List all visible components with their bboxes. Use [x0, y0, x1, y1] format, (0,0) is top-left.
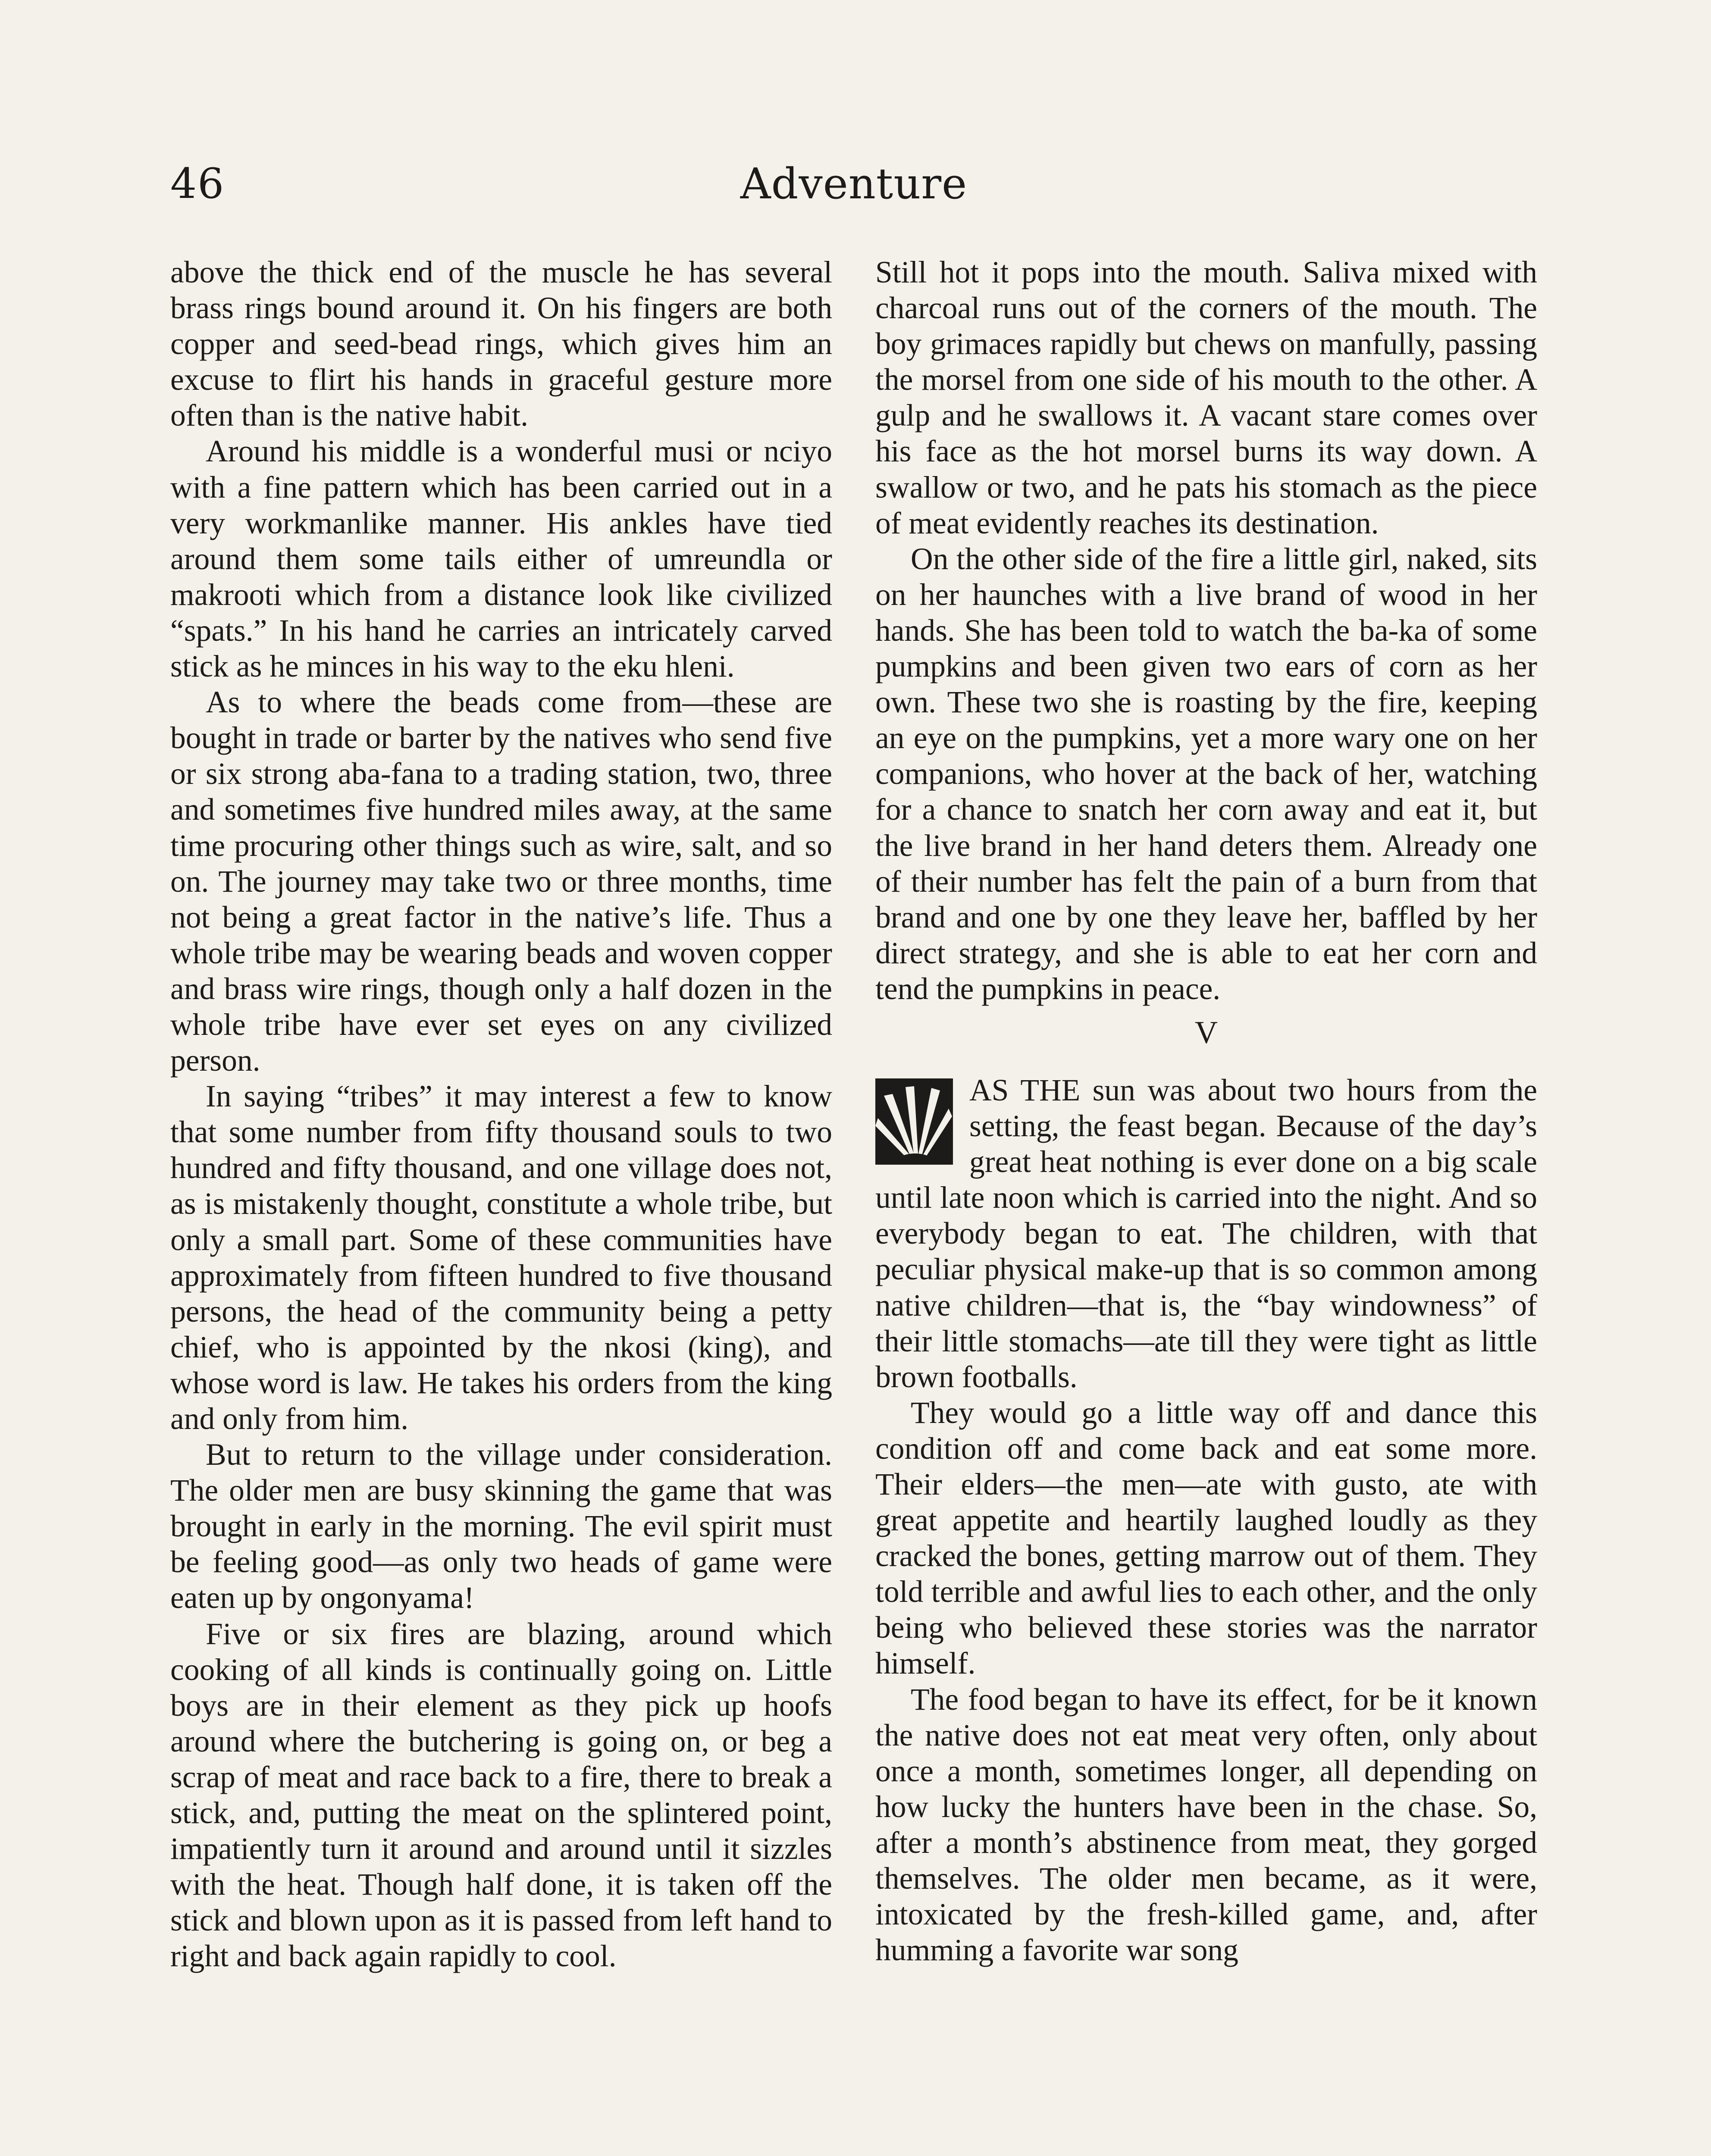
paragraph: On the other side of the fire a little girl, naked, sits on her haunches with a live brand of wood in her hands. She has been told to watch the ba-ka of some pumpkins and been given two ears of corn as her own. These two she is roasting by the fire, keeping an eye on the pumpkins, yet a more wary one on her companions, who hover at the back of her, watching for a chance to snatch her corn away and eat it, but the live brand in her hand deters them. Already one of their number has felt the pain of a burn from that brand and one by one they leave her, baffled by her direct strategy, and she is able to eat her corn and tend the pumpkins in peace.: [875, 542, 1537, 1006]
paragraph: Around his middle is a wonderful musi or nciyo with a fine pattern which has been carried out in a very workmanlike manner. His ankles have tied around them some tails either of umreundla or makrooti which from a distance look like civilized “spats.” In his hand he carries an intricately carved stick as he minces in his way to the eku hleni.: [170, 434, 832, 684]
paragraph: Five or six fires are blazing, around which cooking of all kinds is continually going on. Little boys are in their element as they pick up hoofs around where the butchering is going on, or beg a scrap of meat and race back to a fire, there to break a stick, and, putting the meat on the splintered point, impatiently turn it around and around until it sizzles with the heat. Though half done, it is taken off the stick and blown upon as it is passed from left hand to right and back again rapidly to cool.: [170, 1617, 832, 1974]
paragraph: The food began to have its effect, for be it known the native does not eat meat very often, only about once a month, sometimes longer, all depending on how lucky the hunters have been in the chase. So, after a month’s abstinence from meat, they gorged themselves. The older men became, as it were, intoxicated by the fresh-killed game, and, after humming a favorite war song: [875, 1682, 1537, 1968]
paragraph: [875, 1072, 1537, 1395]
paragraph: As to where the beads come from—these are bought in trade or barter by the natives who send five or six strong aba-fana to a trading station, two, three and sometimes five hundred miles away, at the same time procuring other things such as wire, salt, and so on. The journey may take two or three months, time not being a great factor in the native’s life. Thus a whole tribe may be wearing beads and woven copper and brass wire rings, though only a half dozen in the whole tribe have ever set eyes on any civilized person.: [170, 685, 832, 1078]
page-number: 46: [170, 160, 225, 208]
section-heading: V: [1194, 1015, 1218, 1050]
page-header: [170, 160, 1537, 216]
left-column: [170, 254, 832, 1974]
right-column: [875, 254, 1537, 1968]
paragraph: above the thick end of the muscle he has several brass rings bound around it. On his fingers are both copper and seed-bead rings, which gives him an excuse to flirt his hands in graceful gesture more often than is the native habit.: [170, 255, 832, 433]
running-title: Adventure: [740, 160, 968, 209]
paragraph: In saying “tribes” it may interest a few to know that some number from fifty thousand souls to two hundred and fifty thousand, and one village does not, as is mistakenly thought, constitute a whole tribe, but only a small part. Some of these communities have approximately from fifteen hundred to five thousand persons, the head of the community being a petty chief, who is appointed by the nkosi (king), and whose word is law. He takes his orders from the king and only from him.: [170, 1079, 832, 1436]
paragraph: Still hot it pops into the mouth. Saliva mixed with charcoal runs out of the corners of the mouth. The boy grimaces rapidly but chews on manfully, passing the morsel from one side of his mouth to the other. A gulp and he swallows it. A vacant stare comes over his face as the hot morsel burns its way down. A swallow or two, and he pats his stomach as the piece of meat evidently reaches its destination.: [875, 255, 1537, 540]
paragraph: But to return to the village under consideration. The older men are busy skinning the game that was brought in early in the morning. The evil spirit must be feeling good—as only two heads of game were eaten up by ongonyama!: [170, 1438, 832, 1615]
paragraph: They would go a little way off and dance this condition off and come back and eat some more. Their elders—the men—ate with gusto, ate with great appetite and heartily laughed loudly as they cracked the bones, getting marrow out of them. They told terrible and awful lies to each other, and the only being who believed these stories was the narrator himself.: [875, 1395, 1537, 1681]
sunburst-dropcap-icon: [875, 1078, 953, 1165]
paragraph-text: AS THE sun was about two hours from the setting, the feast began. Because of the day’s great heat nothing is ever done on a big scale until late noon which is carried into the night. And so everybody began to eat. The children, with that peculiar physical make-up that is so common among native children—that is, the “bay windowness” of their little stomachs—ate till they were tight as little brown footballs.: [875, 1073, 1537, 1394]
